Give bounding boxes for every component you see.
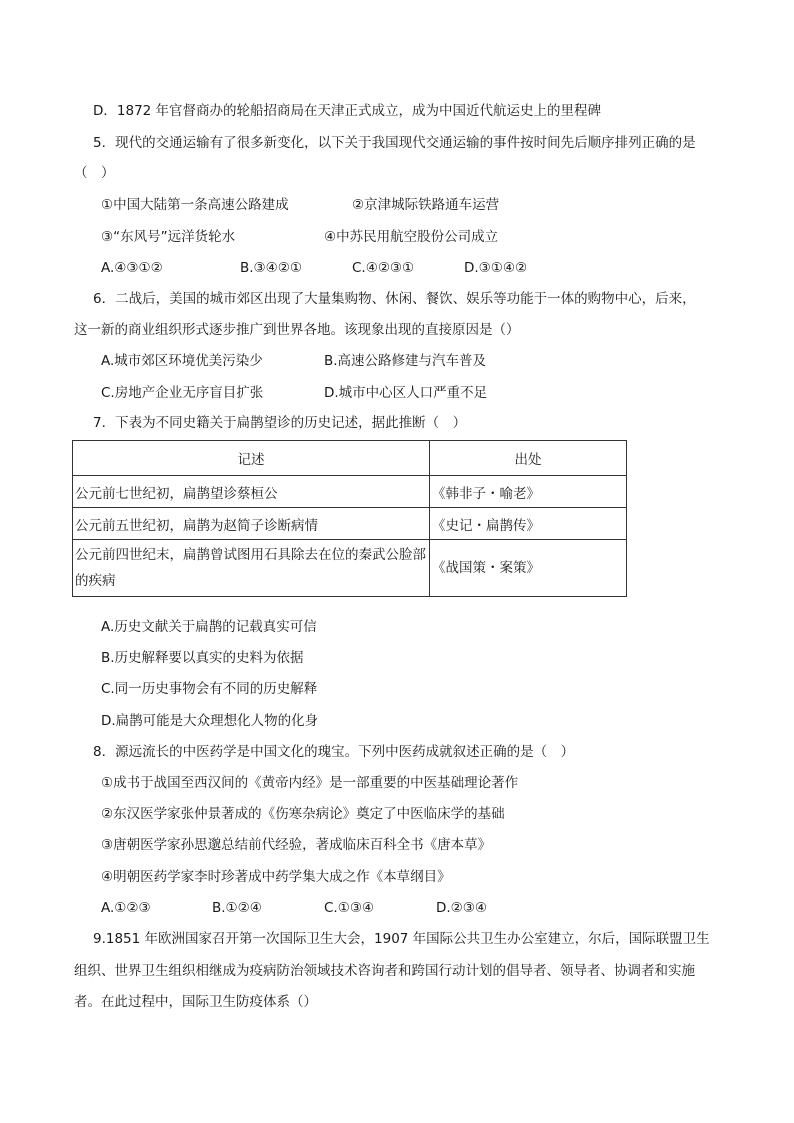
table-row xyxy=(73,540,627,597)
q5-option-d: D.③①④② xyxy=(464,260,528,276)
table-row xyxy=(73,508,627,540)
q8-item-2: ②东汉医学家张仲景著成的《伤寒杂病论》奠定了中医临床学的基础 xyxy=(101,806,505,822)
q7-option-d: D.扁鹊可能是大众理想化人物的化身 xyxy=(101,713,319,729)
table-cell-source: 《战国策・案策》 xyxy=(430,540,627,597)
q7-option-b: B.历史解释要以真实的史料为依据 xyxy=(101,650,304,666)
q5-stem-line2: （ ） xyxy=(74,165,115,181)
table-cell-record: 公元前七世纪初，扁鹊望诊蔡桓公 xyxy=(73,476,430,508)
q5-option-c: C.④②③① xyxy=(352,260,415,276)
q4-option-d: D．1872 年官督商办的轮船招商局在天津正式成立，成为中国近代航运史上的里程碑 xyxy=(93,103,602,119)
q9-stem-line1: 9.1851 年欧洲国家召开第一次国际卫生大会，1907 年国际公共卫生办公室建立，尔后，国际联盟卫生 xyxy=(93,931,710,947)
table-header-source: 出处 xyxy=(430,441,627,476)
q8-option-a: A.①②③ xyxy=(101,900,151,916)
q5-option-a: A.④③①② xyxy=(101,260,163,276)
q8-option-c: C.①③④ xyxy=(324,900,375,916)
q7-history-table xyxy=(72,440,627,597)
q8-option-b: B.①②④ xyxy=(212,900,262,916)
q5-item-3: ③“东风号”远洋货轮水 xyxy=(101,229,236,245)
table-header-record: 记述 xyxy=(73,441,430,476)
q7-option-c: C.同一历史事物会有不同的历史解释 xyxy=(101,681,318,697)
q8-option-d: D.②③④ xyxy=(436,900,487,916)
table-cell-record: 公元前四世纪末，扁鹊曾试图用石具除去在位的秦武公脸部的疾病 xyxy=(73,540,430,597)
q5-item-4: ④中苏民用航空股份公司成立 xyxy=(324,229,499,245)
q9-stem-line2: 组织、世界卫生组织相继成为疫病防治领域技术咨询者和跨国行动计划的倡导者、领导者、协调者和实施 xyxy=(74,963,695,979)
q8-item-4: ④明朝医药学家李时珍著成中药学集大成之作《本草纲目》 xyxy=(101,869,451,885)
q6-option-d: D.城市中心区人口严重不足 xyxy=(324,385,488,401)
q5-item-2: ②京津城际铁路通车运营 xyxy=(352,197,500,213)
table-cell-source: 《史记・扁鹊传》 xyxy=(430,508,627,540)
q6-stem-line1: 6．二战后，美国的城市郊区出现了大量集购物、休闲、餐饮、娱乐等功能于一体的购物中心，后来， xyxy=(93,291,696,307)
q8-item-3: ③唐朝医学家孙思邈总结前代经验，著成临床百科全书《唐本草》 xyxy=(101,837,492,853)
q8-stem: 8．源远流长的中医药学是中国文化的瑰宝。下列中医药成就叙述正确的是（ ） xyxy=(93,744,575,760)
table-cell-record: 公元前五世纪初，扁鹊为赵简子诊断病情 xyxy=(73,508,430,540)
table-cell-source: 《韩非子・喻老》 xyxy=(430,476,627,508)
q7-stem: 7．下表为不同史籍关于扁鹊望诊的历史记述，据此推断（ ） xyxy=(93,415,467,431)
q6-stem-line2: 这一新的商业组织形式逐步推广到世界各地。该现象出现的直接原因是（） xyxy=(74,322,520,338)
q7-option-a: A.历史文献关于扁鹊的记载真实可信 xyxy=(101,619,317,635)
table-row xyxy=(73,476,627,508)
q6-option-c: C.房地产企业无序盲目扩张 xyxy=(101,385,264,401)
q5-item-1: ①中国大陆第一条高速公路建成 xyxy=(101,197,289,213)
q5-option-b: B.③④②① xyxy=(240,260,302,276)
q6-option-a: A.城市郊区环境优美污染少 xyxy=(101,353,263,369)
q5-stem-line1: 5．现代的交通运输有了很多新变化，以下关于我国现代交通运输的事件按时间先后顺序排列正确的是 xyxy=(93,135,696,151)
q8-item-1: ①成书于战国至西汉间的《黄帝内经》是一部重要的中医基础理论著作 xyxy=(101,775,519,791)
table-header-row xyxy=(73,441,627,476)
q6-option-b: B.高速公路修建与汽车普及 xyxy=(324,353,487,369)
q9-stem-line3: 者。在此过程中，国际卫生防疫体系（） xyxy=(74,994,317,1010)
